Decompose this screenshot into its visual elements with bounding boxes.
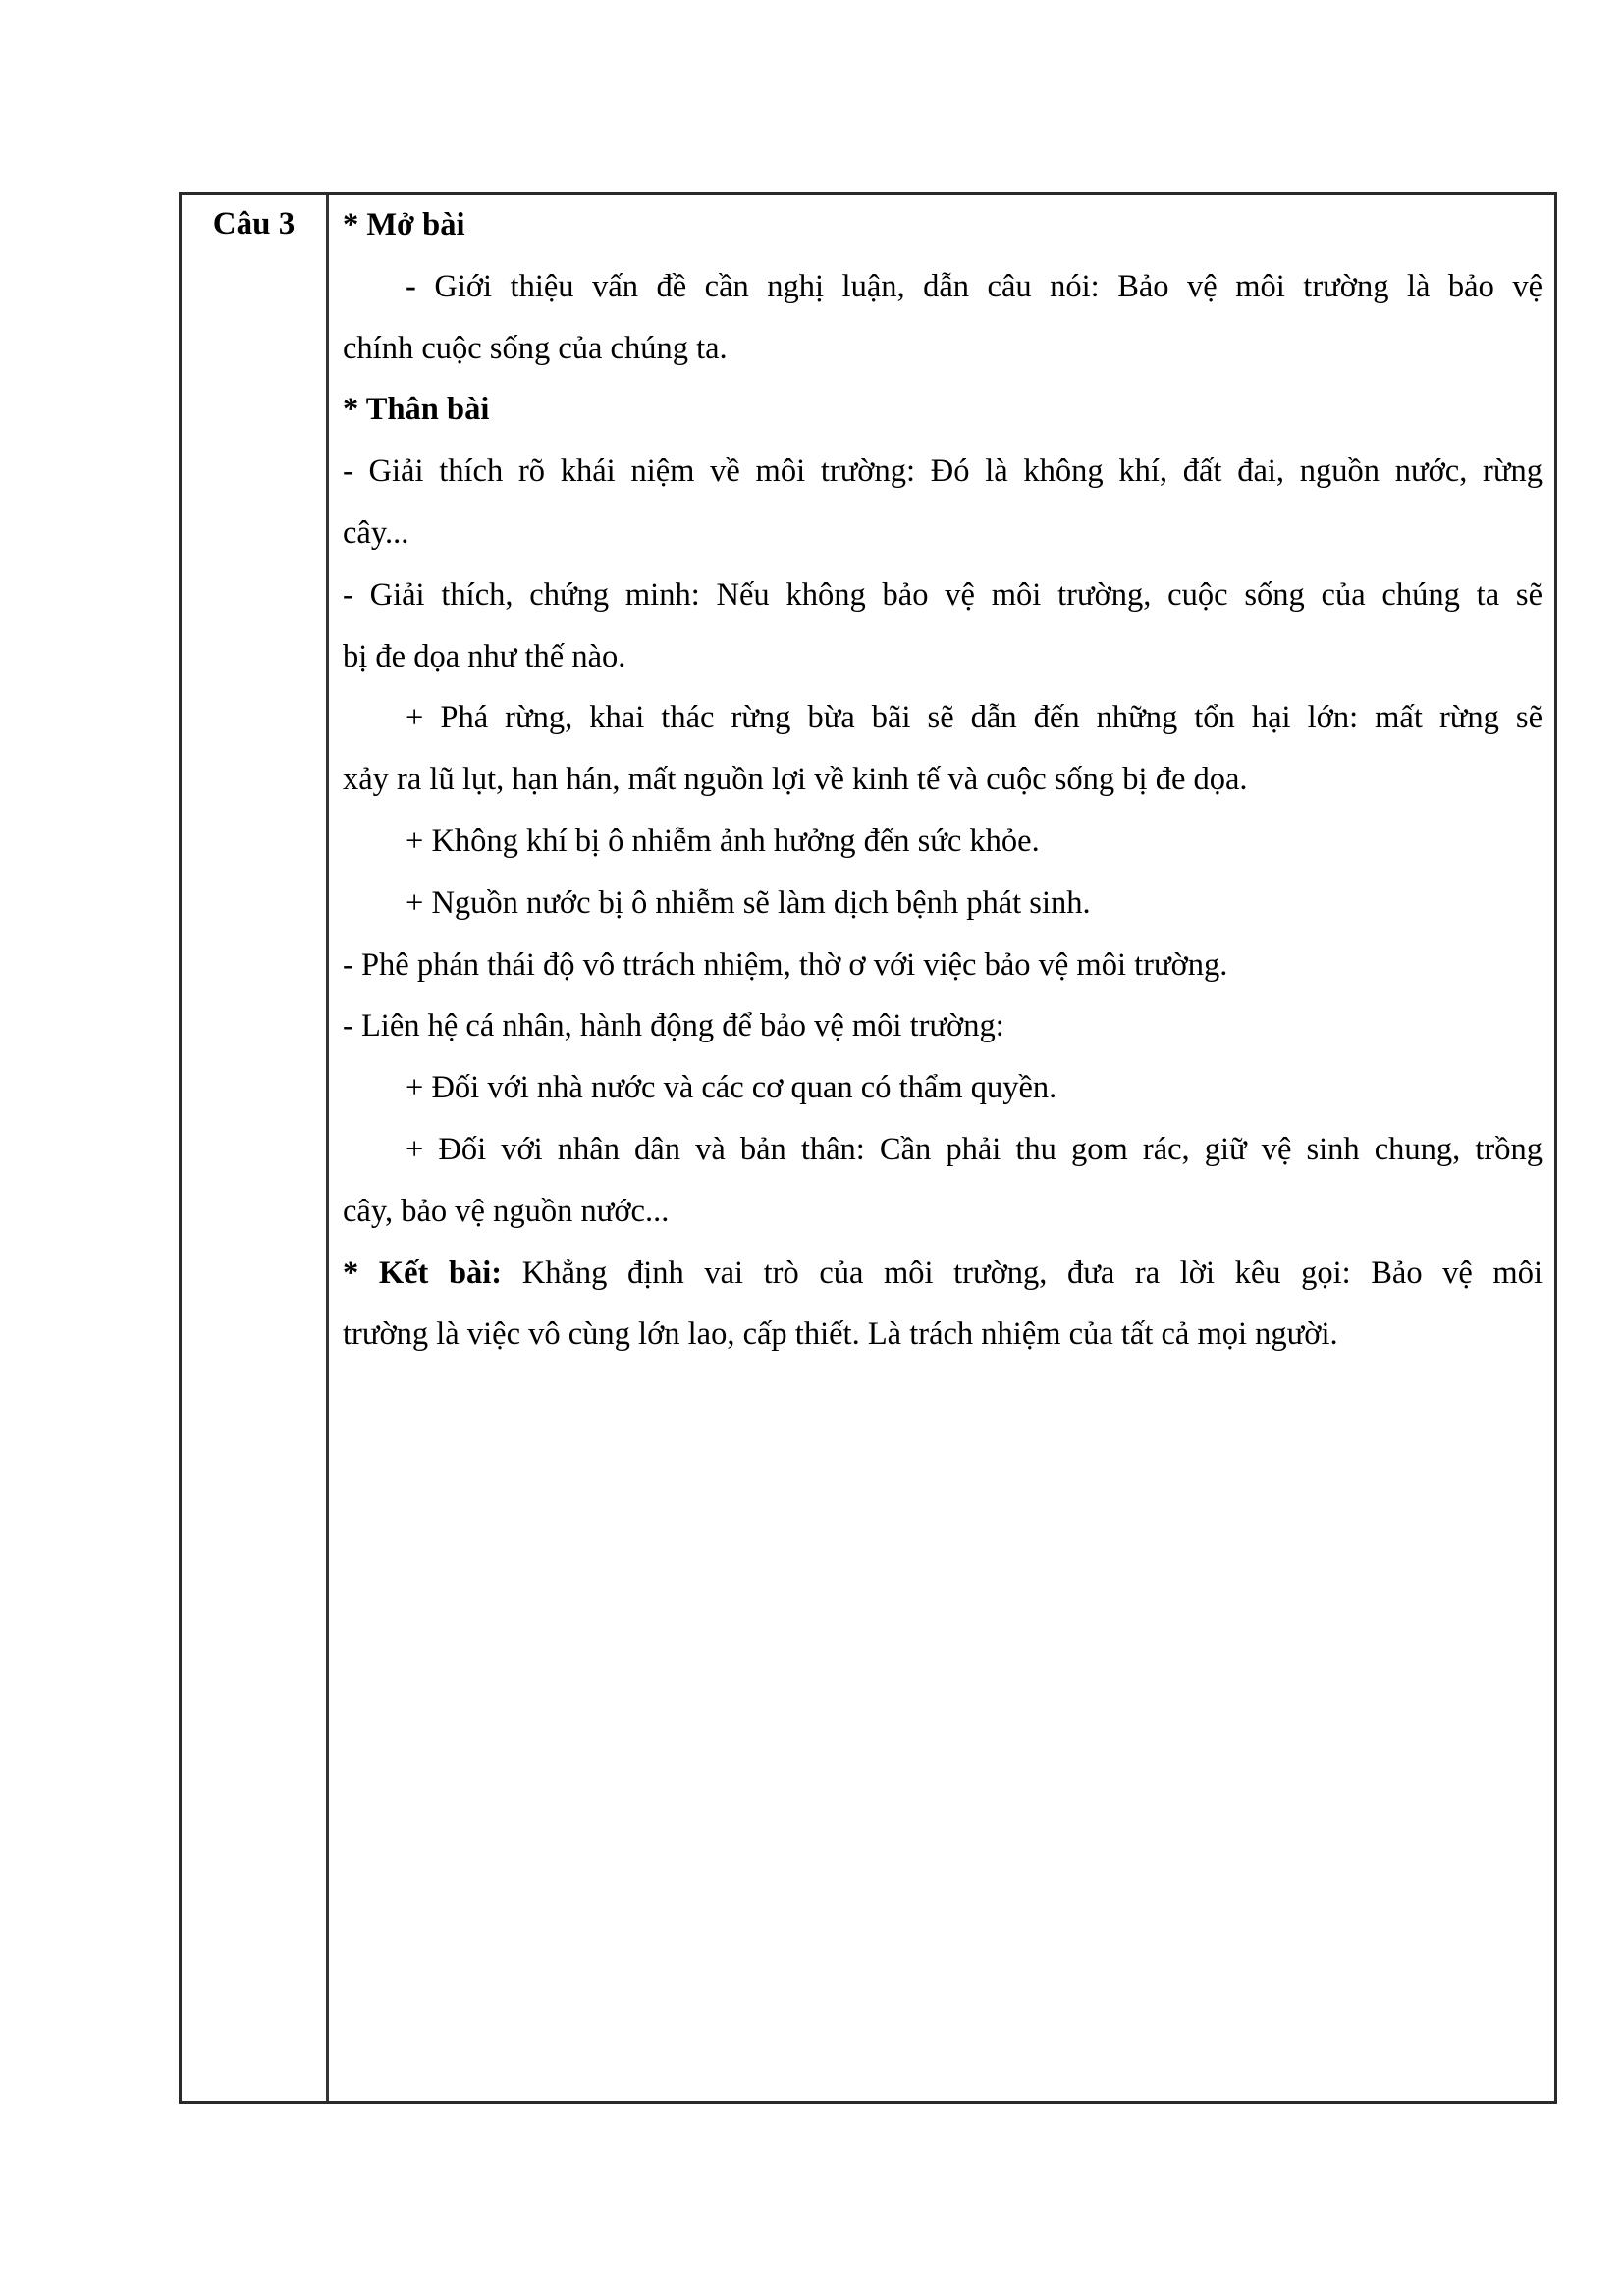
intro-line-2: chính cuộc sống của chúng ta. [343,330,728,366]
question-label: Câu 3 [212,206,296,241]
intro-bullet-dash: - [406,268,416,304]
intro-heading: * Mở bài [343,207,465,242]
body-explain-line-1: - Giải thích rõ khái niệm về môi trường: Đó là không khí, đất đai, nguồn nước, rừng [343,454,1543,490]
answer-content [343,194,1543,1365]
conclusion-line-2: trường là việc vô cùng lớn lao, cấp thiết. Là trách nhiệm của tất cả mọi người. [343,1316,1338,1353]
conclusion-text-1: Khẳng định vai trò của môi trường, đưa ra lời kêu gọi: Bảo vệ môi [521,1255,1543,1291]
conclusion-line-1 [343,1243,1543,1305]
column-divider [326,195,329,2101]
body-prove-line-2: bị đe dọa như thế nào. [343,638,626,674]
intro-text-1: Giới thiệu vấn đề cần nghị luận, dẫn câu nói: Bảo vệ môi trường là bảo vệ [434,268,1543,304]
body-relate-sub1: + Đối với nhà nước và các cơ quan có thẩm quyền. [406,1070,1057,1106]
body-explain-line-2: cây... [343,514,409,551]
body-sub3: + Nguồn nước bị ô nhiễm sẽ làm dịch bệnh phát sinh. [406,884,1091,921]
body-relate: - Liên hệ cá nhân, hành động để bảo vệ môi trường: [343,1008,1004,1044]
answer-table [179,192,1557,2104]
body-relate-sub2-line-2: cây, bảo vệ nguồn nước... [343,1193,670,1229]
body-prove-line-1: - Giải thích, chứng minh: Nếu không bảo vệ môi trường, cuộc sống của chúng ta sẽ [343,576,1543,613]
conclusion-heading: * Kết bài: [343,1255,503,1291]
body-sub1-line-2: xảy ra lũ lụt, hạn hán, mất nguồn lợi về kinh tế và cuộc sống bị đe dọa. [343,762,1248,798]
intro-line-1 [343,256,1543,318]
body-sub1-line-1: + Phá rừng, khai thác rừng bừa bãi sẽ dẫn đến những tổn hại lớn: mất rừng sẽ [406,700,1543,736]
body-criticize: - Phê phán thái độ vô ttrách nhiệm, thờ ơ với việc bảo vệ môi trường. [343,946,1228,983]
body-relate-sub2-line-1: + Đối với nhân dân và bản thân: Cần phải thu gom rác, giữ vệ sinh chung, trồng [406,1131,1543,1167]
body-sub2: + Không khí bị ô nhiễm ảnh hưởng đến sức khỏe. [406,823,1040,859]
body-heading: * Thân bài [343,392,490,428]
